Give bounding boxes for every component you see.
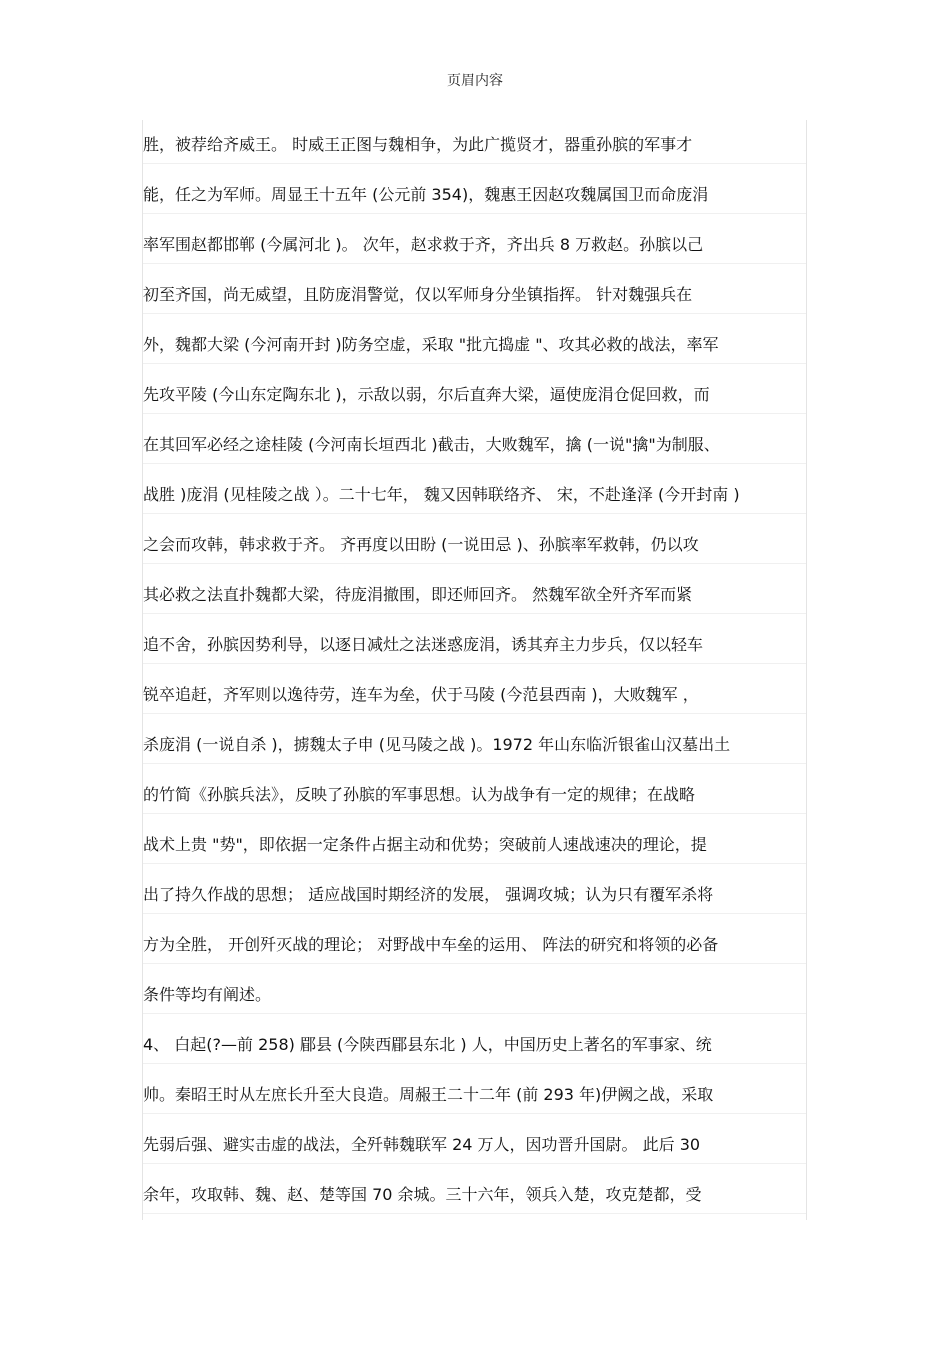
text-line: 战胜 )庞涓 (见桂陵之战 ）。二十七年， 魏又因韩联络齐、 宋，不赴逢泽 (今开封南 ) bbox=[142, 470, 807, 520]
text-line: 先弱后强、避实击虚的战法，全歼韩魏联军 24 万人，因功晋升国尉。 此后 30 bbox=[142, 1120, 807, 1170]
text-line: 能，任之为军师。周显王十五年 (公元前 354)，魏惠王因赵攻魏属国卫而命庞涓 bbox=[142, 170, 807, 220]
text-line: 追不舍，孙膑因势利导，以逐日减灶之法迷惑庞涓，诱其弃主力步兵，仅以轻车 bbox=[142, 620, 807, 670]
text-line: 条件等均有阐述。 bbox=[142, 970, 807, 1020]
text-line: 胜，被荐给齐威王。 时威王正图与魏相争，为此广揽贤才，器重孙膑的军事才 bbox=[142, 120, 807, 170]
text-line: 出了持久作战的思想； 适应战国时期经济的发展， 强调攻城；认为只有覆军杀将 bbox=[142, 870, 807, 920]
text-line: 方为全胜， 开创歼灭战的理论； 对野战中车垒的运用、 阵法的研究和将领的必备 bbox=[142, 920, 807, 970]
page-header: 页眉内容 bbox=[447, 73, 503, 89]
text-line: 余年，攻取韩、魏、赵、楚等国 70 余城。三十六年，领兵入楚，攻克楚都，受 bbox=[142, 1170, 807, 1220]
text-line: 初至齐国，尚无威望，且防庞涓警觉，仅以军师身分坐镇指挥。 针对魏强兵在 bbox=[142, 270, 807, 320]
document-body bbox=[142, 120, 807, 1220]
text-line: 的竹简《孙膑兵法》，反映了孙膑的军事思想。认为战争有一定的规律；在战略 bbox=[142, 770, 807, 820]
text-line: 帅。秦昭王时从左庶长升至大良造。周赧王二十二年 (前 293 年)伊阙之战，采取 bbox=[142, 1070, 807, 1120]
text-line: 先攻平陵 (今山东定陶东北 )，示敌以弱，尔后直奔大梁，逼使庞涓仓促回救，而 bbox=[142, 370, 807, 420]
text-line: 4、 白起(?—前 258) 郿县 (今陕西郿县东北 ) 人，中国历史上著名的军事家、统 bbox=[142, 1020, 807, 1070]
text-line: 率军围赵都邯郸 (今属河北 )。 次年，赵求救于齐，齐出兵 8 万救赵。孙膑以己 bbox=[142, 220, 807, 270]
text-line: 在其回军必经之途桂陵 (今河南长垣西北 )截击，大败魏军，擒 (一说"擒"为制服、 bbox=[142, 420, 807, 470]
text-line: 杀庞涓 (一说自杀 )，掳魏太子申 (见马陵之战 )。1972 年山东临沂银雀山汉墓出土 bbox=[142, 720, 807, 770]
text-line: 外，魏都大梁 (今河南开封 )防务空虚，采取 "批亢捣虚 "、攻其必救的战法，率军 bbox=[142, 320, 807, 370]
text-line: 其必救之法直扑魏都大梁，待庞涓撤围，即还师回齐。 然魏军欲全歼齐军而紧 bbox=[142, 570, 807, 620]
text-line: 锐卒追赶，齐军则以逸待劳，连车为垒，伏于马陵 (今范县西南 )，大败魏军 ， bbox=[142, 670, 807, 720]
text-line: 战术上贵 "势"，即依据一定条件占据主动和优势；突破前人速战速决的理论，提 bbox=[142, 820, 807, 870]
text-line: 之会而攻韩，韩求救于齐。 齐再度以田盼 (一说田忌 )、孙膑率军救韩，仍以攻 bbox=[142, 520, 807, 570]
